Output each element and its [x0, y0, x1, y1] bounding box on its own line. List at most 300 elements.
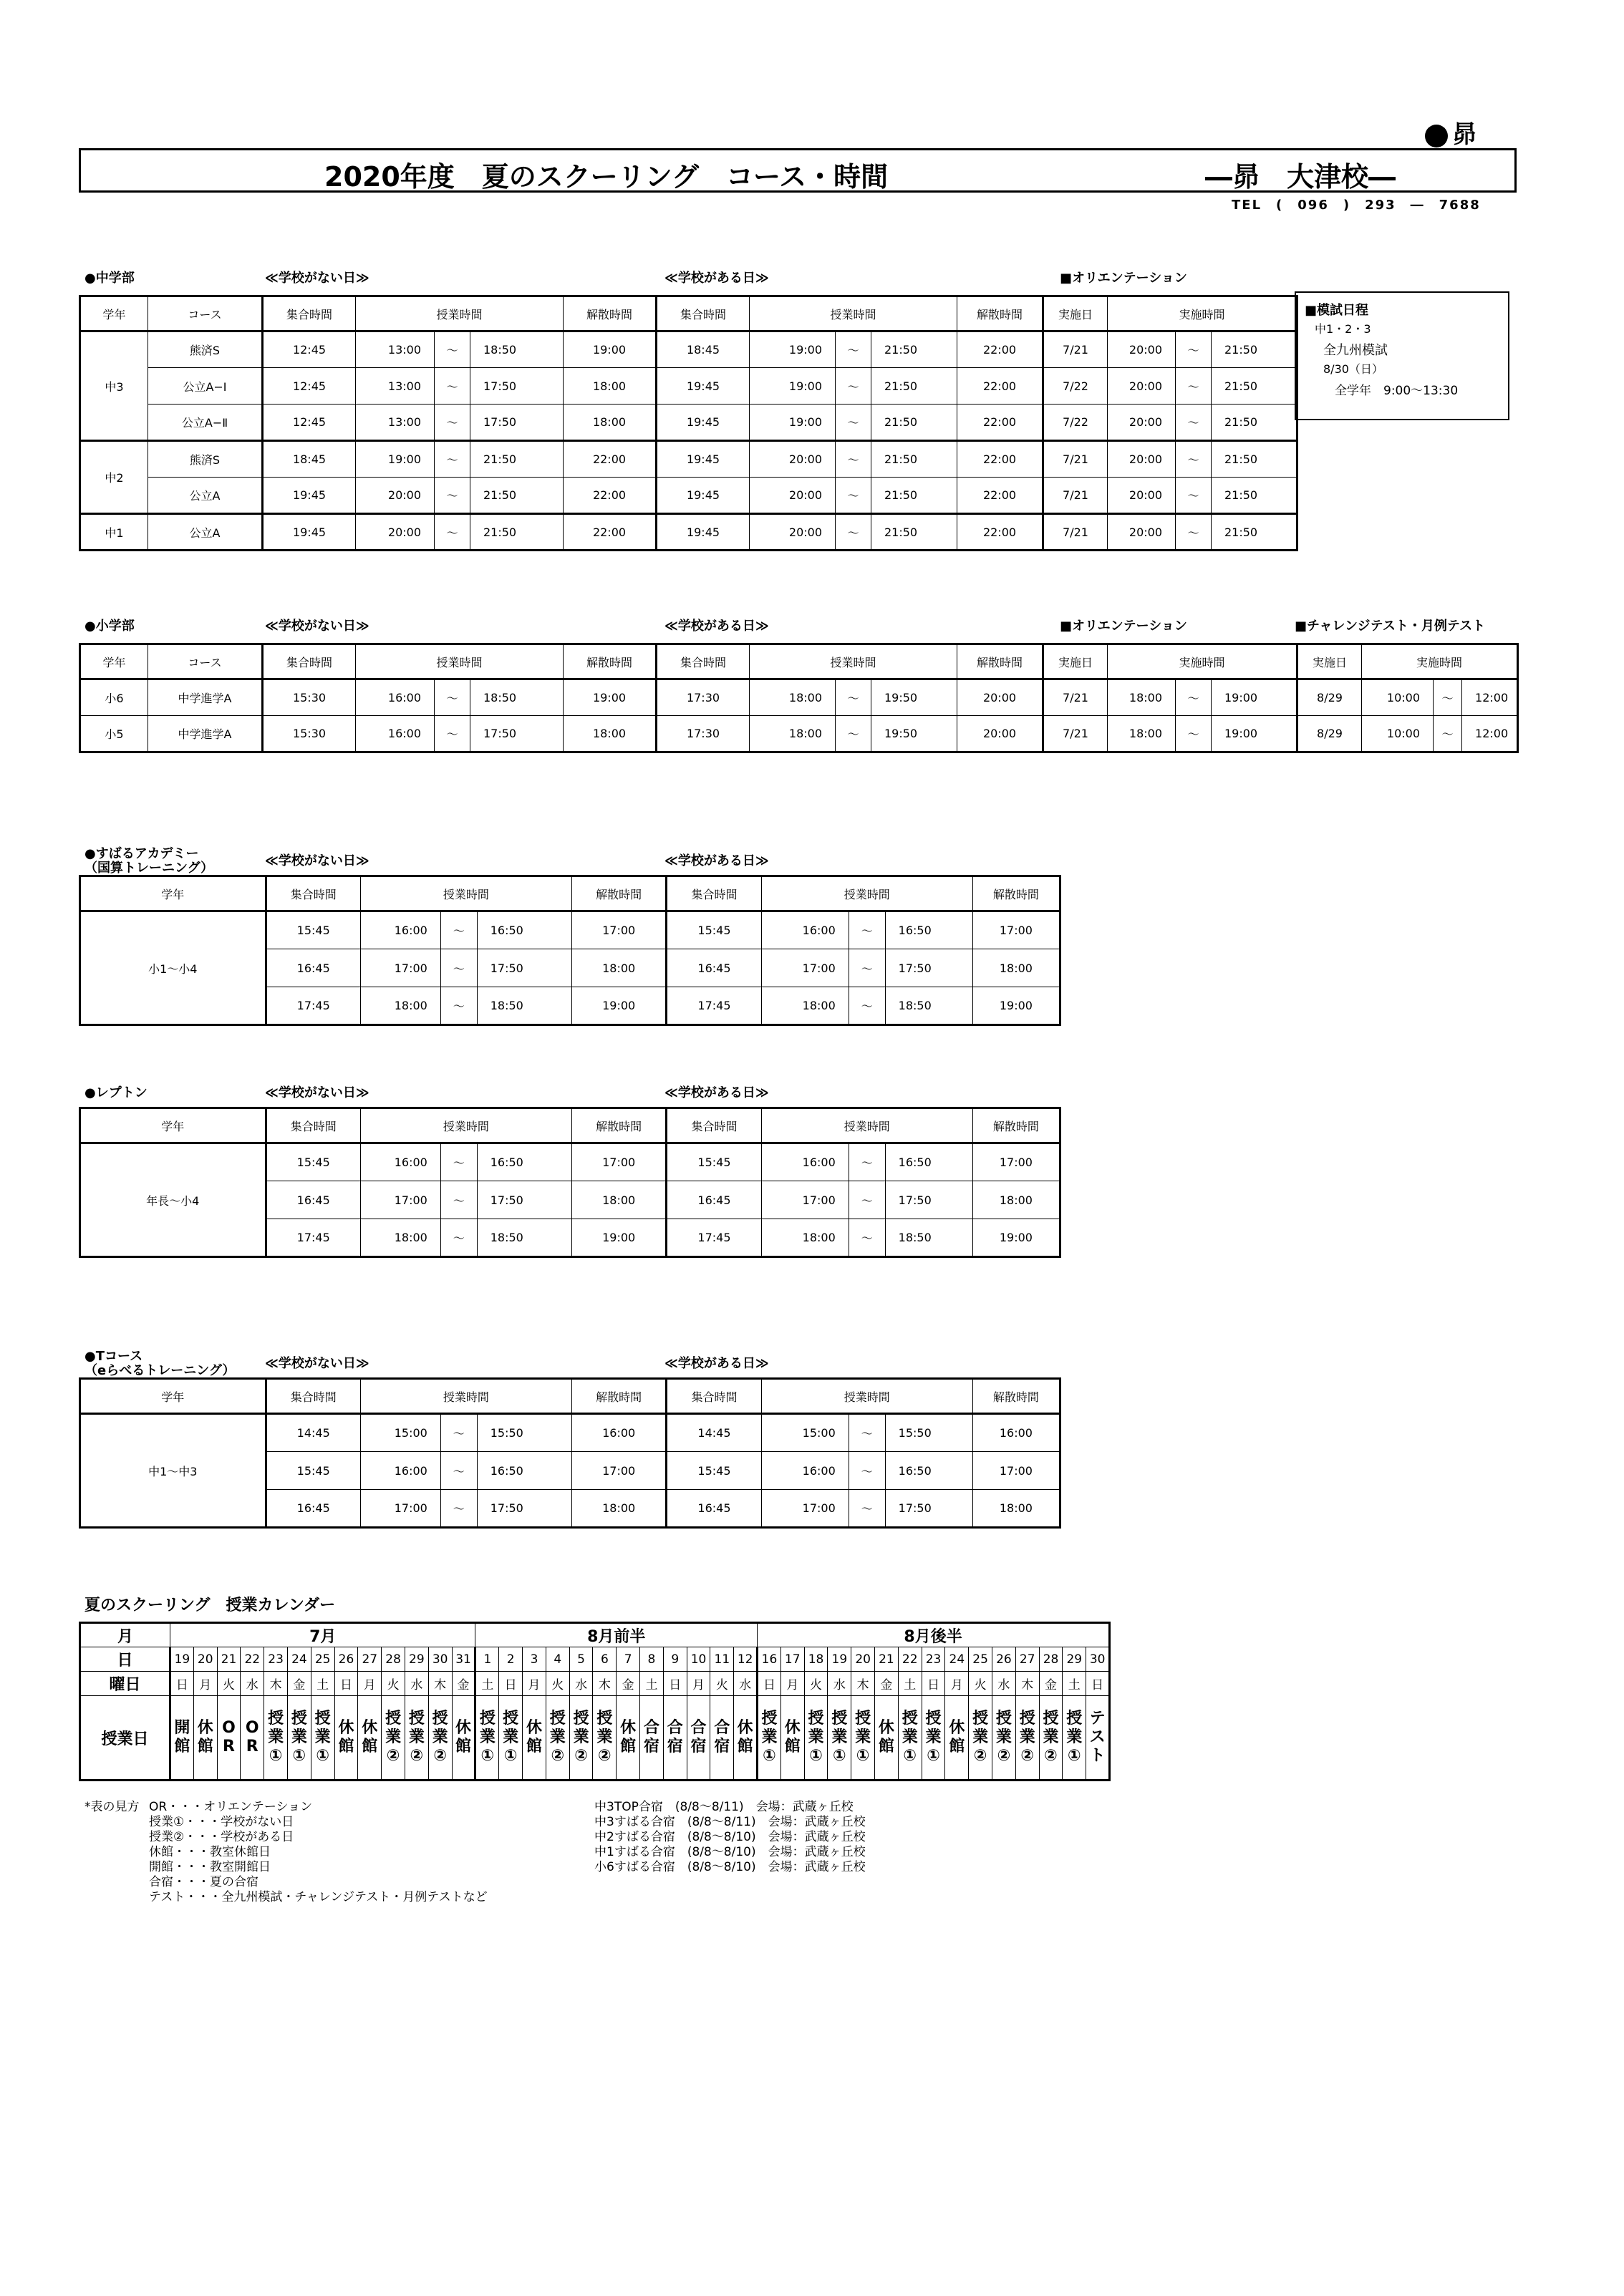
tilde: ～ [836, 368, 871, 405]
legend-item: 合宿・・・夏の合宿 [149, 1875, 258, 1889]
header-class-time: 授業時間 [360, 1108, 571, 1143]
calendar-day: 19 [828, 1647, 851, 1672]
tcourse-school-label: ≪学校がある日≫ [664, 1356, 769, 1371]
dismiss-time: 17:00 [972, 1452, 1060, 1490]
grade-cell: 小6 [80, 679, 148, 716]
class-end-time: 17:50 [470, 405, 564, 441]
class-end-time: 16:50 [477, 911, 571, 949]
class-end-time: 18:50 [470, 331, 564, 368]
calendar-class-cell: OR [217, 1696, 241, 1781]
header-dismiss: 解散時間 [572, 876, 667, 911]
calendar-day: 7 [617, 1647, 640, 1672]
calendar-day: 30 [1086, 1647, 1110, 1672]
camp-item: 小6すばる合宿 (8/8～8/10) 会場：武蔵ヶ丘校 [594, 1860, 866, 1874]
calendar-day: 18 [804, 1647, 828, 1672]
tilde: ～ [440, 949, 477, 987]
calendar-class-cell: 開館 [170, 1696, 194, 1781]
calendar-day: 24 [287, 1647, 311, 1672]
calendar-class-cell: テスト [1086, 1696, 1110, 1781]
gather-time: 19:45 [657, 441, 750, 478]
table-row [80, 331, 1297, 368]
dismiss-time: 22:00 [957, 368, 1043, 405]
header-row [80, 644, 1518, 679]
tilde: ～ [1176, 478, 1212, 514]
table-row [80, 1143, 1060, 1181]
class-end-time: 17:50 [885, 1490, 972, 1528]
tilde: ～ [435, 716, 470, 752]
table-row [80, 1414, 1060, 1452]
header-dismiss: 解散時間 [972, 876, 1060, 911]
calendar-class-cell: 休館 [780, 1696, 804, 1781]
camp-item: 中3TOP合宿 (8/8～8/11) 会場：武蔵ヶ丘校 [594, 1800, 854, 1814]
orientation-start: 20:00 [1108, 514, 1176, 551]
calendar-class-cell: 授業① [499, 1696, 523, 1781]
dismiss-time: 17:00 [972, 911, 1060, 949]
class-start-time: 16:00 [761, 911, 849, 949]
calendar-class-cell: 合宿 [687, 1696, 710, 1781]
calendar-weekday: 日 [170, 1672, 194, 1696]
calendar-day: 20 [193, 1647, 217, 1672]
header-row [80, 296, 1297, 331]
school-logo [1425, 115, 1476, 150]
tilde: ～ [836, 514, 871, 551]
header-impl-day: 実施日 [1043, 296, 1108, 331]
orientation-start: 18:00 [1108, 716, 1176, 752]
tilde: ～ [1176, 368, 1212, 405]
middle-no-school-label: ≪学校がない日≫ [265, 271, 369, 286]
calendar-day: 4 [546, 1647, 569, 1672]
calendar-day-row [80, 1647, 1110, 1672]
dismiss-time: 22:00 [564, 514, 657, 551]
calendar-class-cell: 授業① [287, 1696, 311, 1781]
calendar-class-cell: 授業② [405, 1696, 428, 1781]
header-gather: 集合時間 [667, 1379, 761, 1414]
class-end-time: 16:50 [885, 1143, 972, 1181]
header-dismiss: 解散時間 [972, 1108, 1060, 1143]
calendar-class-cell: 授業② [546, 1696, 569, 1781]
class-end-time: 18:50 [470, 679, 564, 716]
gather-time: 16:45 [667, 1490, 761, 1528]
course-cell: 公立A−Ⅱ [148, 405, 263, 441]
orientation-start: 18:00 [1108, 679, 1176, 716]
calendar-month: 8月前半 [475, 1623, 758, 1647]
calendar-day: 8 [640, 1647, 664, 1672]
calendar-day: 20 [851, 1647, 875, 1672]
calendar-class-cell: OR [241, 1696, 264, 1781]
header-grade: 学年 [80, 876, 266, 911]
elem-orientation-label: ■オリエンテーション [1060, 619, 1187, 634]
repton-table [79, 1107, 1061, 1258]
calendar-class-cell: 合宿 [663, 1696, 687, 1781]
middle-orientation-label: ■オリエンテーション [1060, 271, 1187, 286]
calendar-class-cell: 授業① [475, 1696, 499, 1781]
table-row [80, 679, 1518, 716]
calendar-month: 7月 [170, 1623, 475, 1647]
dismiss-time: 16:00 [572, 1414, 667, 1452]
tilde: ～ [435, 441, 470, 478]
gather-time: 16:45 [266, 1181, 360, 1219]
calendar-class-cell: 休館 [358, 1696, 382, 1781]
dismiss-time: 18:00 [564, 716, 657, 752]
camp-item: 中3すばる合宿 (8/8～8/11) 会場：武蔵ヶ丘校 [594, 1815, 866, 1829]
mock-grades: 中1・2・3 [1315, 322, 1371, 336]
class-end-time: 16:50 [885, 1452, 972, 1490]
repton-school-label: ≪学校がある日≫ [664, 1085, 769, 1100]
calendar-class-row [80, 1696, 1110, 1781]
calendar-weekday: 火 [382, 1672, 405, 1696]
repton-section-title: ●レプトン [84, 1085, 148, 1100]
class-start-time: 16:00 [356, 716, 435, 752]
camp-item: 中1すばる合宿 (8/8～8/10) 会場：武蔵ヶ丘校 [594, 1845, 866, 1859]
gather-time: 15:45 [667, 1143, 761, 1181]
class-start-time: 17:00 [761, 1490, 849, 1528]
tilde: ～ [849, 1219, 885, 1257]
gather-time: 16:45 [667, 949, 761, 987]
challenge-start: 10:00 [1362, 679, 1434, 716]
mock-date: 8/30（日） [1323, 362, 1383, 376]
calendar-day: 10 [687, 1647, 710, 1672]
calendar-day: 28 [382, 1647, 405, 1672]
tilde: ～ [440, 987, 477, 1025]
calendar-class-cell: 休館 [734, 1696, 758, 1781]
dismiss-time: 17:00 [572, 1452, 667, 1490]
dismiss-time: 19:00 [564, 679, 657, 716]
mock-time: 全学年 9:00～13:30 [1335, 384, 1459, 398]
gather-time: 12:45 [263, 368, 356, 405]
class-end-time: 19:50 [871, 716, 957, 752]
calendar-weekday: 木 [264, 1672, 288, 1696]
elem-challenge-label: ■チャレンジテスト・月例テスト [1295, 619, 1486, 634]
header-gather: 集合時間 [667, 1108, 761, 1143]
tel-number: TEL ( 096 ) 293 ― 7688 [1232, 198, 1481, 213]
orientation-start: 20:00 [1108, 478, 1176, 514]
header-grade: 学年 [80, 1379, 266, 1414]
tilde: ～ [440, 1143, 477, 1181]
tilde: ～ [1176, 331, 1212, 368]
course-cell: 公立A−Ⅰ [148, 368, 263, 405]
challenge-start: 10:00 [1362, 716, 1434, 752]
calendar-weekday: 日 [758, 1672, 781, 1696]
class-start-time: 19:00 [750, 331, 836, 368]
tilde: ～ [836, 441, 871, 478]
class-end-time: 21:50 [871, 441, 957, 478]
calendar-weekday: 金 [287, 1672, 311, 1696]
elem-school-label: ≪学校がある日≫ [664, 619, 769, 634]
class-start-time: 20:00 [356, 514, 435, 551]
class-start-time: 13:00 [356, 368, 435, 405]
calendar-weekday: 土 [640, 1672, 664, 1696]
calendar-weekday: 木 [428, 1672, 452, 1696]
class-start-time: 16:00 [360, 1452, 440, 1490]
class-start-time: 19:00 [356, 441, 435, 478]
calendar-weekday: 土 [1063, 1672, 1086, 1696]
class-start-time: 18:00 [360, 1219, 440, 1257]
mock-exam-box [1295, 291, 1509, 420]
dismiss-time: 18:00 [572, 1490, 667, 1528]
dismiss-time: 22:00 [957, 514, 1043, 551]
class-end-time: 18:50 [477, 987, 571, 1025]
calendar-class-cell: 合宿 [640, 1696, 664, 1781]
orientation-end: 19:00 [1212, 716, 1297, 752]
camp-list [594, 1800, 866, 1875]
calendar-day: 30 [428, 1647, 452, 1672]
header-gather: 集合時間 [657, 644, 750, 679]
logo-text: 昴 [1452, 120, 1476, 149]
legend-item: 開館・・・教室開館日 [149, 1860, 271, 1874]
class-end-time: 17:50 [477, 1490, 571, 1528]
dismiss-time: 17:00 [572, 911, 667, 949]
orientation-start: 20:00 [1108, 441, 1176, 478]
calendar-day: 5 [569, 1647, 593, 1672]
calendar-class-cell: 合宿 [710, 1696, 734, 1781]
header-challenge-time: 実施時間 [1362, 644, 1518, 679]
header-dismiss: 解散時間 [572, 1108, 667, 1143]
legend-item: OR・・・オリエンテーション [149, 1800, 313, 1814]
calendar-weekday: 金 [452, 1672, 475, 1696]
header-class-time: 授業時間 [360, 876, 571, 911]
tilde: ～ [1176, 405, 1212, 441]
calendar-day: 27 [358, 1647, 382, 1672]
tilde: ～ [440, 1452, 477, 1490]
gather-time: 17:45 [667, 987, 761, 1025]
orientation-end: 21:50 [1212, 368, 1297, 405]
calendar-weekday: 金 [617, 1672, 640, 1696]
class-end-time: 17:50 [477, 949, 571, 987]
orientation-start: 20:00 [1108, 331, 1176, 368]
calendar-class-cell: 授業① [311, 1696, 334, 1781]
class-start-time: 20:00 [750, 514, 836, 551]
course-cell: 中学進学A [148, 716, 263, 752]
dismiss-time: 19:00 [572, 987, 667, 1025]
orientation-end: 21:50 [1212, 514, 1297, 551]
calendar-weekday: 水 [241, 1672, 264, 1696]
class-start-time: 18:00 [360, 987, 440, 1025]
calendar-weekday: 土 [898, 1672, 922, 1696]
calendar-day: 25 [969, 1647, 992, 1672]
orientation-date: 7/22 [1043, 405, 1108, 441]
calendar-class-cell: 授業② [593, 1696, 617, 1781]
legend-item: 授業②・・・学校がある日 [149, 1830, 294, 1844]
dismiss-time: 22:00 [957, 405, 1043, 441]
table-row [80, 441, 1297, 478]
class-start-time: 16:00 [356, 679, 435, 716]
dismiss-time: 22:00 [957, 478, 1043, 514]
calendar-day: 6 [593, 1647, 617, 1672]
calendar-day: 1 [475, 1647, 499, 1672]
orientation-date: 7/21 [1043, 441, 1108, 478]
header-gather: 集合時間 [263, 644, 356, 679]
tilde: ～ [435, 679, 470, 716]
orientation-end: 19:00 [1212, 679, 1297, 716]
gather-time: 19:45 [657, 405, 750, 441]
class-end-time: 15:50 [885, 1414, 972, 1452]
dismiss-time: 18:00 [972, 1181, 1060, 1219]
calendar-weekday: 火 [969, 1672, 992, 1696]
calendar-class-cell: 休館 [193, 1696, 217, 1781]
calendar-weekday: 水 [734, 1672, 758, 1696]
dismiss-time: 18:00 [572, 1181, 667, 1219]
orientation-start: 20:00 [1108, 368, 1176, 405]
academy-section-title: ●すばるアカデミー [84, 846, 199, 861]
gather-time: 15:45 [266, 1452, 360, 1490]
legend-head: *表の見方 [84, 1800, 140, 1814]
tilde: ～ [849, 949, 885, 987]
class-start-time: 16:00 [360, 1143, 440, 1181]
gather-time: 15:45 [266, 1143, 360, 1181]
calendar-class-cell: 授業② [382, 1696, 405, 1781]
orientation-start: 20:00 [1108, 405, 1176, 441]
calendar-label-day: 日 [80, 1647, 170, 1672]
header-impl-day: 実施日 [1043, 644, 1108, 679]
academy-school-label: ≪学校がある日≫ [664, 853, 769, 868]
class-end-time: 21:50 [470, 478, 564, 514]
legend-item: 授業①・・・学校がない日 [149, 1815, 294, 1829]
calendar-weekday: 水 [405, 1672, 428, 1696]
gather-time: 16:45 [266, 1490, 360, 1528]
calendar-day: 22 [241, 1647, 264, 1672]
calendar-day: 26 [334, 1647, 358, 1672]
class-end-time: 15:50 [477, 1414, 571, 1452]
tilde: ～ [435, 405, 470, 441]
calendar-day: 29 [1063, 1647, 1086, 1672]
tilde: ～ [849, 911, 885, 949]
grade-cell: 小1～小4 [80, 911, 266, 1025]
gather-time: 19:45 [263, 478, 356, 514]
tilde: ～ [849, 1143, 885, 1181]
dismiss-time: 18:00 [564, 368, 657, 405]
calendar-day: 21 [875, 1647, 899, 1672]
orientation-date: 7/22 [1043, 368, 1108, 405]
header-gather: 集合時間 [266, 1379, 360, 1414]
header-class-time: 授業時間 [761, 1379, 972, 1414]
logo-mark-icon [1425, 125, 1448, 147]
orientation-end: 21:50 [1212, 405, 1297, 441]
gather-time: 17:45 [266, 1219, 360, 1257]
tilde: ～ [849, 1490, 885, 1528]
class-start-time: 13:00 [356, 405, 435, 441]
calendar-weekday: 土 [475, 1672, 499, 1696]
grade-cell: 中1 [80, 514, 148, 551]
table-row [80, 368, 1297, 405]
grade-cell: 小5 [80, 716, 148, 752]
calendar-weekday: 木 [1015, 1672, 1039, 1696]
calendar-day: 26 [992, 1647, 1016, 1672]
calendar-label-month: 月 [80, 1623, 170, 1647]
calendar-label-weekday: 曜日 [80, 1672, 170, 1696]
calendar-class-cell: 授業② [569, 1696, 593, 1781]
challenge-end: 12:00 [1462, 716, 1518, 752]
course-cell: 中学進学A [148, 679, 263, 716]
orientation-date: 7/21 [1043, 716, 1108, 752]
header-row [80, 876, 1060, 911]
class-start-time: 17:00 [360, 1181, 440, 1219]
class-start-time: 15:00 [360, 1414, 440, 1452]
tilde: ～ [836, 679, 871, 716]
tilde: ～ [440, 1414, 477, 1452]
class-end-time: 17:50 [885, 1181, 972, 1219]
tilde: ～ [1176, 514, 1212, 551]
tilde: ～ [440, 1219, 477, 1257]
calendar-weekday: 木 [851, 1672, 875, 1696]
header-row [80, 1108, 1060, 1143]
calendar-weekday: 月 [193, 1672, 217, 1696]
gather-time: 19:45 [657, 478, 750, 514]
header-grade: 学年 [80, 644, 148, 679]
calendar-class-cell: 授業② [1039, 1696, 1063, 1781]
calendar-weekday: 日 [334, 1672, 358, 1696]
dismiss-time: 16:00 [972, 1414, 1060, 1452]
grade-cell: 年長～小4 [80, 1143, 266, 1257]
middle-school-table [79, 295, 1298, 551]
class-end-time: 17:50 [477, 1181, 571, 1219]
gather-time: 19:45 [263, 514, 356, 551]
header-grade: 学年 [80, 296, 148, 331]
calendar-day: 22 [898, 1647, 922, 1672]
class-end-time: 21:50 [871, 405, 957, 441]
calendar-day: 24 [945, 1647, 969, 1672]
class-start-time: 19:00 [750, 405, 836, 441]
calendar-class-cell: 休館 [452, 1696, 475, 1781]
table-row [80, 514, 1297, 551]
calendar-day: 11 [710, 1647, 734, 1672]
calendar-class-cell: 授業① [804, 1696, 828, 1781]
gather-time: 19:45 [657, 368, 750, 405]
tcourse-section-subtitle: （eらべるトレーニング） [84, 1363, 236, 1378]
calendar-weekday: 金 [875, 1672, 899, 1696]
calendar-weekday: 日 [922, 1672, 945, 1696]
calendar-weekday: 日 [1086, 1672, 1110, 1696]
tilde: ～ [1176, 679, 1212, 716]
class-end-time: 21:50 [470, 441, 564, 478]
camp-item: 中2すばる合宿 (8/8～8/10) 会場：武蔵ヶ丘校 [594, 1830, 866, 1844]
repton-no-school-label: ≪学校がない日≫ [265, 1085, 369, 1100]
class-start-time: 17:00 [360, 949, 440, 987]
header-dismiss: 解散時間 [564, 644, 657, 679]
header-class-time: 授業時間 [360, 1379, 571, 1414]
dismiss-time: 19:00 [564, 331, 657, 368]
dismiss-time: 22:00 [564, 478, 657, 514]
gather-time: 17:45 [667, 1219, 761, 1257]
tilde: ～ [435, 478, 470, 514]
tilde: ～ [440, 911, 477, 949]
calendar-class-cell: 授業① [828, 1696, 851, 1781]
class-start-time: 20:00 [750, 441, 836, 478]
calendar-class-cell: 授業① [264, 1696, 288, 1781]
calendar-weekday: 月 [523, 1672, 546, 1696]
header-gather: 集合時間 [657, 296, 750, 331]
header-class-time: 授業時間 [761, 876, 972, 911]
dismiss-time: 18:00 [564, 405, 657, 441]
gather-time: 17:45 [266, 987, 360, 1025]
gather-time: 14:45 [667, 1414, 761, 1452]
class-start-time: 15:00 [761, 1414, 849, 1452]
calendar-weekday: 木 [593, 1672, 617, 1696]
table-row [80, 405, 1297, 441]
calendar-weekday: 火 [546, 1672, 569, 1696]
calendar-day: 12 [734, 1647, 758, 1672]
dismiss-time: 20:00 [957, 679, 1043, 716]
class-end-time: 21:50 [470, 514, 564, 551]
gather-time: 15:45 [667, 911, 761, 949]
calendar-class-cell: 授業① [1063, 1696, 1086, 1781]
class-end-time: 16:50 [477, 1143, 571, 1181]
class-start-time: 18:00 [750, 716, 836, 752]
grade-cell: 中2 [80, 441, 148, 514]
gather-time: 17:30 [657, 716, 750, 752]
course-cell: 公立A [148, 478, 263, 514]
header-impl-time: 実施時間 [1108, 296, 1297, 331]
header-grade: 学年 [80, 1108, 266, 1143]
